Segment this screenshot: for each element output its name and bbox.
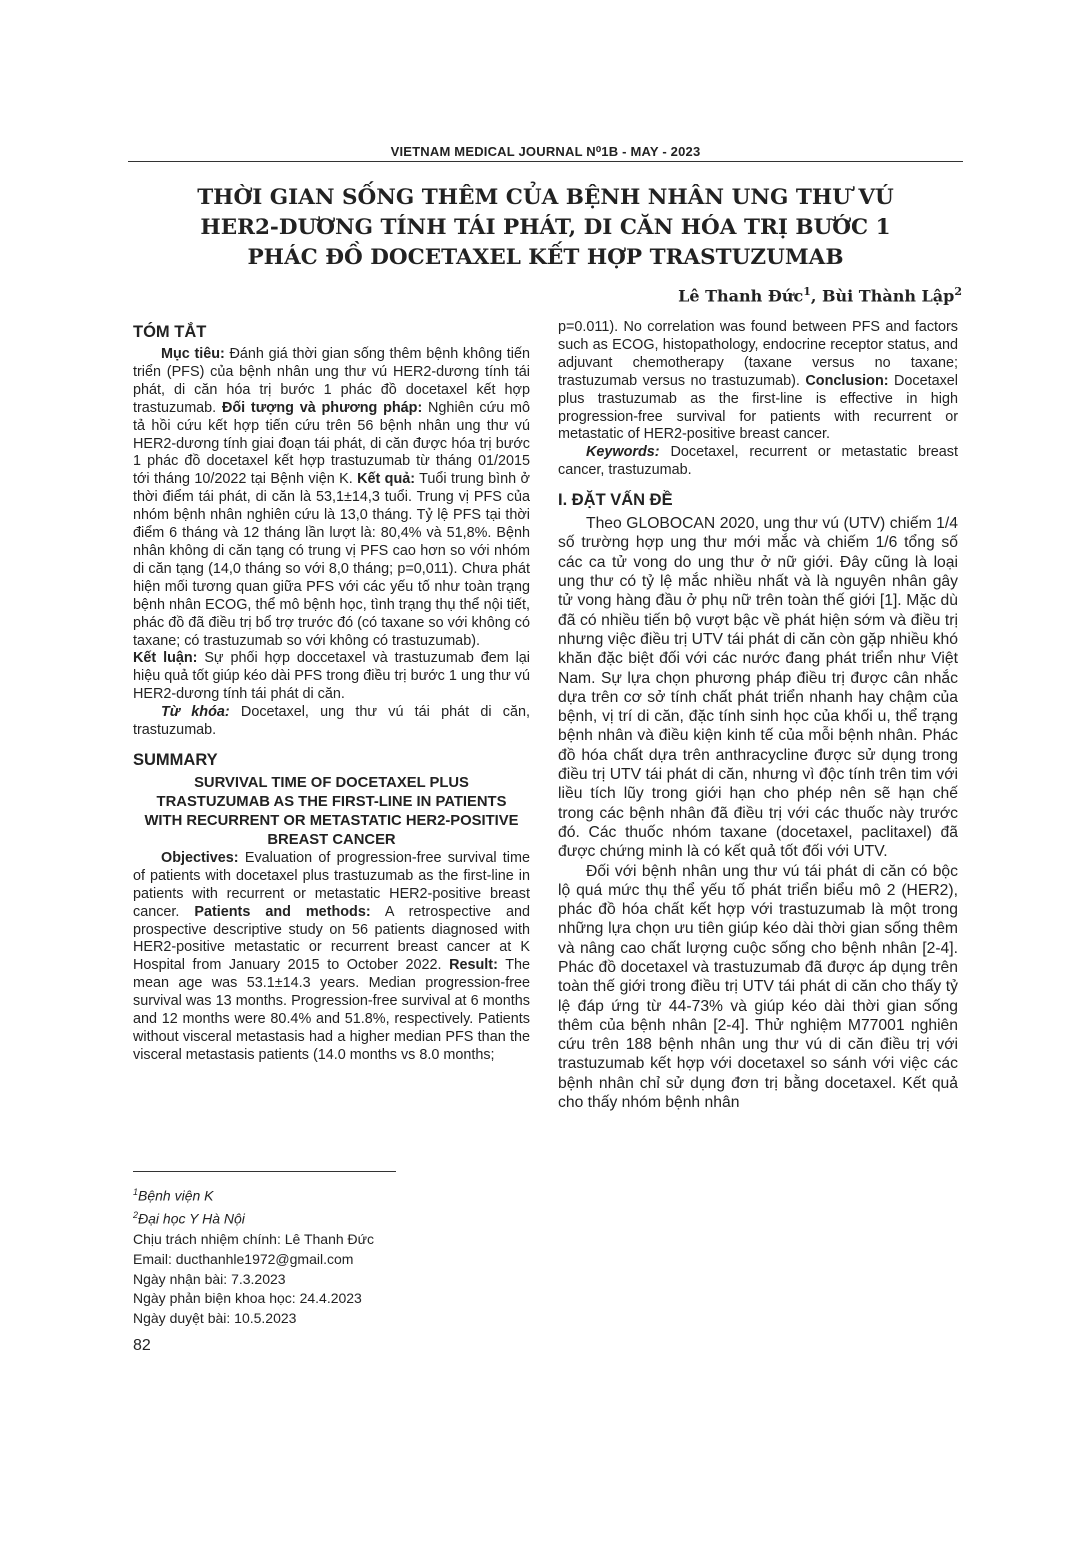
intro-paragraph-2: Đối với bệnh nhân ung thư vú tái phát di căn có bộc lộ quá mức thụ thể yếu tố phát triển biểu mô 2 (HER2), phác đồ hóa chất kết hợp với trastuzumab là một trong những lựa chọn ưu tiên giúp kéo dài thời gian sống thêm và nâng cao chất lượng cuộc sống cho bệnh nhân [2-4]. Phác đồ docetaxel và trastuzumab đã được áp dụng trên toàn thế giới trong điều trị UTV tái phát di căn cho thấy tỷ lệ đáp ứng từ 44-73% và giúp kéo dài thời gian sống thêm của bệnh nhân [2-4]. Thử nghiệm M77001 nghiên cứu trên 188 bệnh nhân ung thư vú di căn điều trị với trastuzumab kết hợp với docetaxel so sánh với việc các bệnh nhân chỉ sử dụng đơn trị bằng docetaxel. Kết quả cho thấy nhóm bệnh nhân xyxy=(558,862,958,1112)
received-date: Ngày nhận bài: 7.3.2023 xyxy=(133,1270,286,1287)
abstract-vi-keywords xyxy=(133,704,530,740)
conclusion-en-text: Docetaxel plus trastuzumab as the first-line is effective in high progression-free survival for patients with recurrent or metastatic of HER2-positive breast cancer. xyxy=(558,372,958,443)
conclusion-text: Sự phối hợp doccetaxel và trastuzumab đem lại hiệu quả tốt giúp kéo dài PFS trong điều trị bước 1 ung thư vú HER2-dương tính tái phát di căn. xyxy=(133,650,530,703)
title-line-1: THỜI GIAN SỐNG THÊM CỦA BỆNH NHÂN UNG THƯ VÚ xyxy=(197,185,894,210)
objectives-text: Evaluation of progression-free survival time of patients with docetaxel plus trastuzumab as the first-line in patients with recurrent or metastatic HER2-positive breast cancer. xyxy=(133,849,530,920)
summary-body xyxy=(133,850,530,1065)
abstract-vi-heading: TÓM TẮT xyxy=(133,323,207,341)
keywords-en-label: Keywords: xyxy=(586,444,660,461)
objective-text: Đánh giá thời gian sống thêm bệnh không tiến triển (PFS) của bệnh nhân ung thư vú HER2-dương tính tái phát, di căn hóa trị bước 1 phác đồ docetaxel kết hợp trastuzumab. xyxy=(133,346,531,416)
author-2: Bùi Thành Lập xyxy=(821,286,955,306)
summary-title: SURVIVAL TIME OF DOCETAXEL PLUS TRASTUZUMAB AS THE FIRST-LINE IN PATIENTS WITH RECURRENT OR METASTATIC HER2-POSITIVE BREAST CANCER xyxy=(144,774,519,848)
contact-email: Email: ducthanhle1972@gmail.com xyxy=(133,1250,354,1267)
affiliation-1 xyxy=(133,1183,533,1206)
affiliation-1-name: Bệnh viện K xyxy=(138,1187,214,1204)
right-column xyxy=(558,319,958,1112)
methods-label: Đối tượng và phương pháp: xyxy=(221,399,423,416)
header-divider xyxy=(128,161,963,162)
authors xyxy=(678,285,962,305)
title-line-2: HER2-DƯƠNG TÍNH TÁI PHÁT, DI CĂN HÓA TRỊ BƯỚC 1 xyxy=(200,215,891,240)
keywords-vi-text: Docetaxel, ung thư vú tái phát di căn, trastuzumab. xyxy=(133,704,530,739)
affiliation-2-name: Đại học Y Hà Nội xyxy=(138,1211,245,1228)
result-text-continued: p=0.011). No correlation was found between PFS and factors such as ECOG, histopathology, endocrine receptor status, and adjuvant chemotherapy (taxane versus no taxane; trastuzumab versus no trastuzumab). xyxy=(558,319,958,389)
footnote-divider xyxy=(133,1171,396,1172)
author-separator: , xyxy=(810,286,822,306)
responsible-author: Chịu trách nhiệm chính: Lê Thanh Đức xyxy=(133,1230,375,1247)
keywords-vi-label: Từ khóa: xyxy=(161,704,230,721)
page-number: 82 xyxy=(133,1337,151,1354)
patients-methods-label: Patients and methods: xyxy=(194,903,371,920)
intro-heading: I. ĐẶT VẤN ĐỀ xyxy=(558,491,673,510)
journal-header: VIETNAM MEDICAL JOURNAL N⁰1B - MAY - 2023 xyxy=(390,144,701,159)
summary-keywords xyxy=(558,444,958,480)
objective-label: Mục tiêu: xyxy=(161,346,225,362)
methods-text: Nghiên cứu mô tả hồi cứu kết hợp tiến cứu trên 56 bệnh nhân ung thư vú HER2-dương tính giai đoạn tái phát, di căn được hóa trị bước 1 phác đồ docetaxel kết hợp trastuzumab từ tháng 01/2015 tới tháng 10/2022 tại Bệnh viện K. xyxy=(133,399,531,488)
results-label: Kết quả: xyxy=(357,471,416,488)
patients-methods-text: A retrospective and prospective descriptive study on 56 patients diagnosed with HER2-positive metastatic or recurrent breast cancer at K Hospital from January 2015 to October 2022. xyxy=(133,903,530,974)
intro-paragraph-1: Theo GLOBOCAN 2020, ung thư vú (UTV) chiếm 1/4 số trường hợp ung thư mới mắc và chiếm 1/6 tổng số các ca tử vong do ung thư ở nữ giới. Đây cũng là loại ung thư có tỷ lệ mắc nhiều nhất và là nguyên nhân gây tử vong hàng đầu ở phụ nữ trên toàn thế giới [1]. Mặc dù đã có nhiều tiến bộ vượt bậc về phát hiện sớm và điều trị nhưng việc điều trị UTV tái phát di căn còn gặp nhiều khó khăn đặc biệt đối với các nước đang phát triển như Việt Nam. Sự lựa chọn phương pháp điều trị được cân nhắc dựa trên cơ sở tính chất phát triển nhanh hay chậm của bệnh, vị trí di căn, đặc tính sinh học của khối u, thể trạng bệnh nhân và điều kiện kinh tế của mỗi bệnh nhân. Phác đồ hóa chất dựa trên anthracycline được sử dụng trong điều trị UTV tái phát di căn, nhưng vì độc tính trên tim với liều tích lũy trong giới hạn cho phép nên sẽ hạn chế trong các bệnh nhân đã điều trị với các thuốc này trước đó. Các thuốc nhóm taxane (docetaxel, paclitaxel) đã được chứng minh là có kết quả tốt đối với UTV. xyxy=(558,515,958,861)
author-1: Lê Thanh Đức xyxy=(678,286,804,306)
summary-body-continued xyxy=(558,319,958,444)
conclusion-label: Kết luận: xyxy=(133,650,198,667)
article-title xyxy=(128,183,963,273)
abstract-vi-conclusion xyxy=(133,650,530,704)
result-text: The mean age was 53.1±14.3 years. Median progression-free survival was 13 months. Progression-free survival at 6 months and 12 months were 80.4% and 51.8%, respectively. Patients without visceral metastasis had a higher median PFS than the visceral metastasis patients (14.0 months vs 8.0 months; xyxy=(133,957,530,1063)
summary-heading: SUMMARY xyxy=(133,750,218,769)
title-line-3: PHÁC ĐỒ DOCETAXEL KẾT HỢP TRASTUZUMAB xyxy=(247,245,844,270)
abstract-vi-body xyxy=(133,346,530,650)
affiliation-1-number: 1 xyxy=(133,1187,139,1197)
affiliation-2-number: 2 xyxy=(133,1210,139,1221)
left-column xyxy=(133,322,530,1065)
result-label: Result: xyxy=(449,957,498,974)
footnotes xyxy=(133,1183,533,1329)
affiliation-2 xyxy=(133,1206,533,1229)
author-1-affiliation: 1 xyxy=(803,285,811,298)
review-date: Ngày phản biện khoa học: 24.4.2023 xyxy=(133,1290,362,1307)
results-text: Tuổi trung bình ở thời điểm tái phát, di căn là 53,1±14,3 tuổi. Trung vị PFS của nhóm bệnh nhân nghiên cứu là 13,0 tháng. Tỷ lệ PFS tại thời điểm 6 tháng và 12 tháng lần lượt là: 80,4% và 51,8%. Bệnh nhân không di căn tạng có trung vị PFS cao hơn so với nhóm di căn tạng (14,0 tháng so với 8,0 tháng; p=0,011). Chưa phát hiện mối tương quan giữa PFS với các yếu tố như toàn trạng bệnh nhân ECOG, thể mô bệnh học, tình trạng thụ thể nội tiết, phác đồ đã điều trị bổ trợ trước đó (có taxane so với không có taxane; có trastuzumab so với không có trastuzumab). xyxy=(133,471,530,649)
objectives-label: Objectives: xyxy=(161,849,239,866)
conclusion-en-label: Conclusion: xyxy=(805,372,889,389)
keywords-en-text: Docetaxel, recurrent or metastatic breast cancer, trastuzumab. xyxy=(558,444,958,479)
approval-date: Ngày duyệt bài: 10.5.2023 xyxy=(133,1310,297,1327)
author-2-affiliation: 2 xyxy=(954,285,962,298)
